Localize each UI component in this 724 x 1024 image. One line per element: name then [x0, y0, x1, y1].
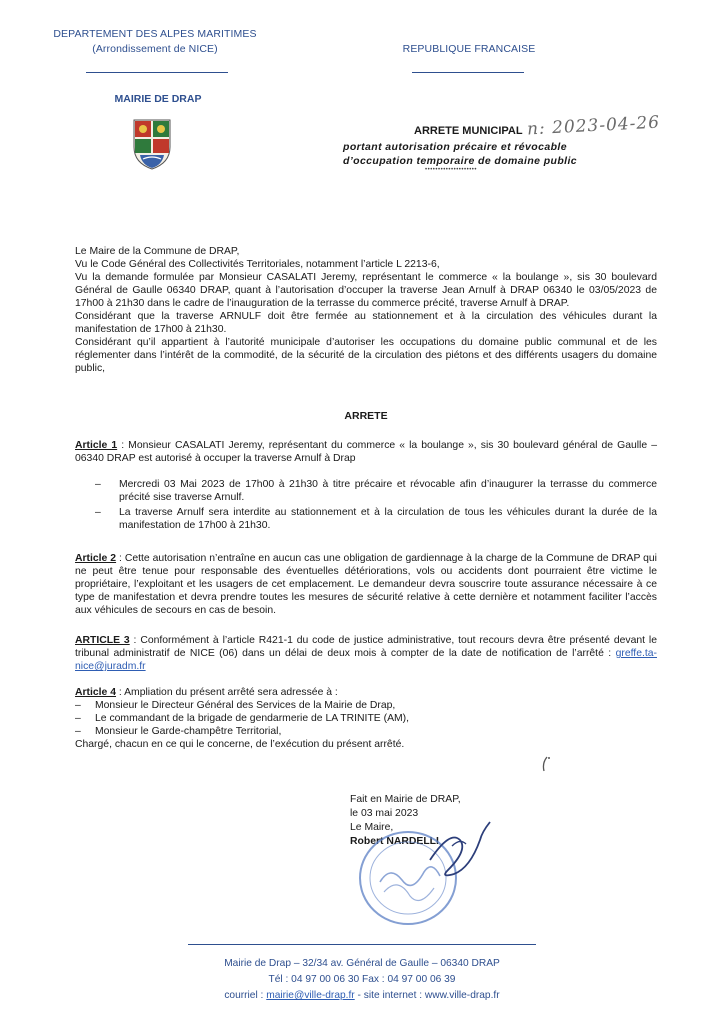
footer-address: Mairie de Drap – 32/34 av. Général de Gaulle – 06340 DRAP [224, 958, 500, 969]
official-stamp [340, 810, 500, 928]
article-2-text: : Cette autorisation n’entraîne en aucun cas une obligation de gardiennage à la charge de la Commune de DRAP qui ne peut être tenue pour responsable des éventuelles détériorations, vols ou accidents dont pourraient être victime le propriétaire, l’exploitant et les usagers de cet emplacement. Le demandeur devra souscrire toute assurance nécessaire à ce type de manifestation et devra prendre toutes les mesures de sécurité relative à cette dernière et notamment faciliter l’accès aux véhicules de secours en cas de besoin. [75, 553, 657, 616]
handwritten-number: n: 2023-04-26 [526, 112, 661, 140]
stamp-and-signature-icon [340, 810, 500, 928]
coat-of-arms [130, 117, 174, 171]
footer-email-label: courriel : [224, 990, 267, 1001]
article-3-text: : Conformément à l’article R421-1 du code de justice administrative, tout recours devra être présenté devant le tribunal administratif de NICE (06) dans un délai de deux mois à compter de la date de notification de l’arrêté : [75, 635, 657, 659]
article-1-bullet-text: La traverse Arnulf sera interdite au stationnement et à la circulation de tous les véhicules durant la durée de la manifestation de 17h00 à 21h30. [119, 507, 657, 531]
preamble-line: Considérant qu’il appartient à l’autorité municipale d’autoriser les occupations du domaine public communal et de les réglementer dans l’intérêt de la commodité, de la sécurité de la circulation des piétons et des différents usagers du domaine public, [75, 337, 657, 374]
signature-role: Le Maire, [350, 822, 394, 833]
preamble-line: Vu la demande formulée par Monsieur CASALATI Jeremy, représentant le commerce « la boulange », sis 30 boulevard Général de Gaulle 06340 DRAP, quant à l’autorisation d’occuper la traverse Jean Arnulf à DRAP 06340 le 03/05/2023 de 17h00 à 21h30 dans le cadre de l’inauguration de la terrasse du commerce précité, traverse Arnulf à DRAP. [75, 272, 657, 309]
preamble-line: Vu le Code Général des Collectivités Territoriales, notamment l’article L 2213-6, [75, 259, 440, 270]
signature-place: Fait en Mairie de DRAP, [350, 794, 461, 805]
article-4 [75, 686, 657, 751]
article-4-text: : Ampliation du présent arrêté sera adressée à : [116, 687, 338, 698]
article-1-text: : Monsieur CASALATI Jeremy, représentant du commerce « la boulange », sis 30 boulevard général de Gaulle – 06340 DRAP est autorisé à occuper la traverse Arnulf à Drap [75, 440, 657, 464]
preamble-line: Le Maire de la Commune de DRAP, [75, 246, 240, 257]
department-name: DEPARTEMENT DES ALPES MARITIMES [53, 28, 257, 40]
republic-label: REPUBLIQUE FRANCAISE [402, 43, 536, 55]
signature-date: le 03 mai 2023 [350, 808, 419, 819]
mayor-name: Robert NARDELLI [350, 836, 439, 847]
header-rule-right [412, 72, 524, 73]
list-item: – Mercredi 03 Mai 2023 de 17h00 à 21h30 à titre précaire et révocable afin d’inaugurer la terrasse du commerce précité sise traverse Arnulf. [95, 479, 657, 503]
arrete-heading: ARRETE [344, 410, 388, 422]
article-1 [75, 439, 657, 465]
header-rule-left [86, 72, 228, 73]
article-2 [75, 552, 657, 617]
footer-email-link[interactable]: mairie@ville-drap.fr [266, 990, 355, 1001]
pen-mark [538, 755, 552, 778]
footer-rule [188, 944, 536, 945]
article-1-label: Article 1 [75, 440, 118, 451]
footer-site-label: - site internet : [354, 990, 425, 1001]
article-2-label: Article 2 [75, 553, 117, 564]
article-4-closing: Chargé, chacun en ce qui le concerne, de l’exécution du présent arrêté. [75, 739, 405, 750]
department-header [40, 27, 270, 57]
recipient: Le commandant de la brigade de gendarmerie de LA TRINITE (AM), [95, 713, 409, 724]
pen-mark-icon [538, 755, 552, 775]
preamble-line: Considérant que la traverse ARNULF doit être fermée au stationnement et à la circulation des véhicules durant la manifestation de 17h00 à 21h30. [75, 311, 657, 335]
list-item: – Monsieur le Directeur Général des Services de la Mairie de Drap, [75, 700, 396, 711]
list-item: – La traverse Arnulf sera interdite au stationnement et à la circulation de tous les véhicules durant la durée de la manifestation de 17h00 à 21h30. [95, 507, 657, 531]
coat-of-arms-icon [130, 117, 174, 171]
subtitle-line1: portant autorisation précaire et révocable [343, 141, 567, 153]
mairie-name: MAIRIE DE DRAP [114, 93, 202, 105]
footer-contact [0, 988, 724, 1004]
article-4-label: Article 4 [75, 687, 117, 698]
list-item: – Le commandant de la brigade de gendarmerie de LA TRINITE (AM), [75, 713, 409, 724]
footer [0, 956, 724, 1004]
arrondissement: (Arrondissement de NICE) [92, 43, 218, 55]
tribunal-email-link[interactable]: greffe.ta-nice@juradm.fr [75, 648, 657, 672]
footer-website[interactable]: www.ville-drap.fr [424, 990, 500, 1001]
article-1-bullet-text: Mercredi 03 Mai 2023 de 17h00 à 21h30 à titre précaire et révocable afin d’inaugurer la terrasse du commerce précité sise traverse Arnulf. [119, 479, 657, 503]
recipient: Monsieur le Directeur Général des Services de la Mairie de Drap, [95, 700, 396, 711]
article-1-bullets [95, 478, 657, 532]
arrete-title: ARRETE MUNICIPAL [414, 125, 523, 137]
subtitle-line2: d’occupation temporaire de domaine public [343, 155, 578, 167]
article-3-label: ARTICLE 3 [75, 635, 130, 646]
article-3 [75, 634, 657, 673]
preamble [75, 245, 657, 375]
list-item: – Monsieur le Garde-champêtre Territorial, [75, 726, 282, 737]
footer-phone: Tél : 04 97 00 06 30 Fax : 04 97 00 06 39 [268, 974, 456, 985]
recipient: Monsieur le Garde-champêtre Territorial, [95, 726, 282, 737]
title-dots: •••••••••••••••••••• [425, 167, 478, 173]
